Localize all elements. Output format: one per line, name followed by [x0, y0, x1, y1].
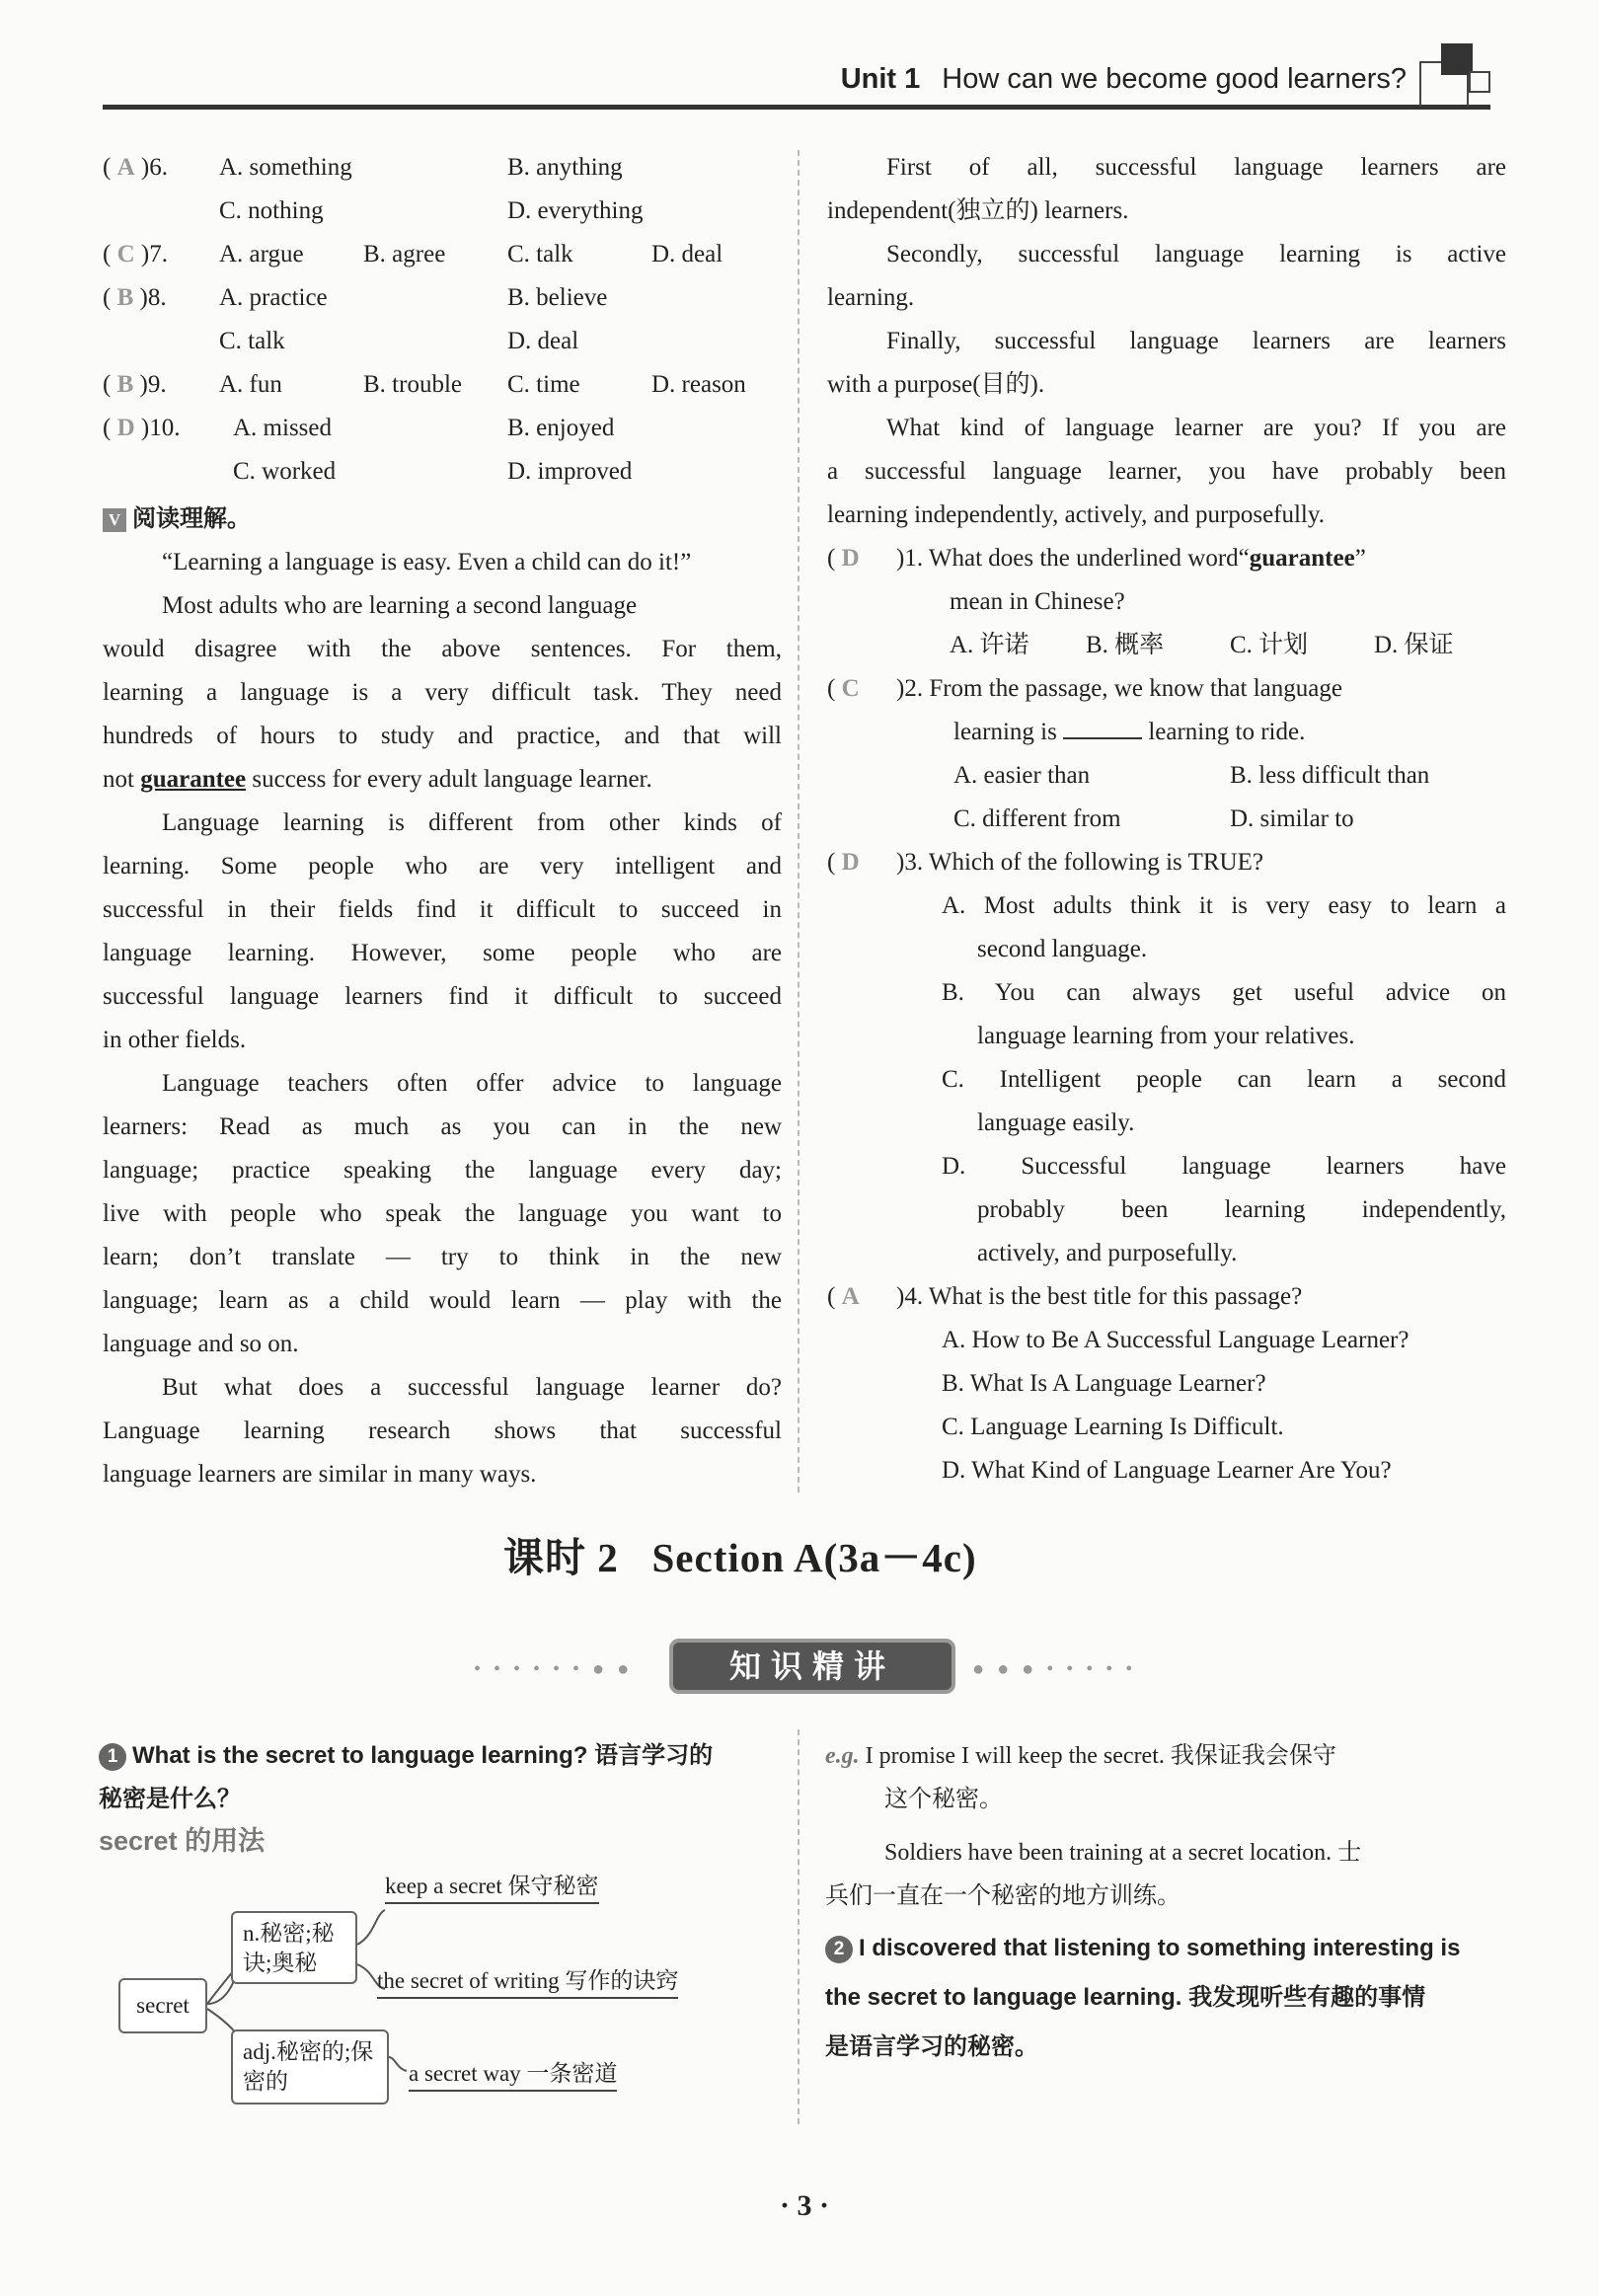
question-2-options-2	[827, 798, 1508, 841]
cloze-item-7	[103, 233, 784, 276]
example-translation: 兵们一直在一个秘密的地方训练。	[825, 1883, 1180, 1909]
banner-dots-left: • • • • • • ● ●	[474, 1658, 634, 1680]
secret-mindmap	[99, 1856, 780, 2112]
passage-line: learning. Some people who are very intelligent and	[103, 853, 782, 880]
answer: D	[841, 545, 860, 572]
knowledge-point-1	[99, 1734, 780, 1863]
option: B. 概率	[1086, 632, 1165, 658]
answer-blank	[1063, 716, 1142, 739]
passage-line: language and so on.	[103, 1331, 299, 1357]
passage-line: live with people who speak the language you want to	[103, 1200, 782, 1227]
passage-line: would disagree with the above sentences. For them,	[103, 636, 782, 662]
option: B. believe	[507, 284, 608, 311]
reading-passage-right	[827, 146, 1506, 537]
question-2: ( C )2. From the passage, we know that language	[827, 667, 1508, 711]
unit-title: How can we become good learners?	[942, 63, 1407, 95]
example-translation: 这个秘密。	[884, 1787, 1003, 1812]
cloze-item-6	[103, 146, 784, 190]
option: A. something	[219, 154, 352, 181]
section-banner	[415, 1639, 1184, 1698]
cloze-item-10-cont	[103, 450, 784, 494]
option: A. easier than	[953, 762, 1091, 789]
reading-section-title: V 阅读理解。	[103, 497, 251, 541]
question-stem: )3. Which of the following is TRUE?	[896, 849, 1263, 876]
option: D. everything	[507, 197, 644, 224]
option: A. fun	[219, 371, 282, 398]
page-number: · 3 ·	[780, 2189, 830, 2222]
cloze-item-10	[103, 407, 784, 450]
passage-line: Language teachers often offer advice to language	[162, 1070, 782, 1097]
question-3-options: A. Most adults think it is very easy to learn a second language. B. You can always get useful advice on language learning from your relatives. C. Intelligent people can learn a second language easily. D. Successful language learners have probably been learning independently, actively, and purposefully.	[942, 884, 1506, 1275]
answer: A	[841, 1283, 860, 1310]
option: A. practice	[219, 284, 328, 311]
passage-line: not guarantee success for every adult language learner.	[103, 766, 652, 793]
passage-line: First of all, successful language learners are	[886, 154, 1506, 181]
answer-paren: ( C )7.	[103, 241, 168, 268]
mindmap-example: a secret way 一条密道	[409, 2055, 617, 2092]
passage-line: independent(独立的) learners.	[827, 197, 1129, 224]
question-stem: mean in Chinese?	[950, 588, 1125, 615]
example-1: e.g. I promise I will keep the secret. 我保证我会保守	[825, 1743, 1336, 1769]
column-divider-lower	[798, 1729, 800, 2124]
banner-dots-right: ● ● ● • • • • •	[972, 1658, 1137, 1680]
option: C. talk	[507, 241, 573, 268]
option: D. improved	[507, 458, 633, 485]
option: C. different from	[953, 805, 1121, 832]
passage-line: Most adults who are learning a second language	[162, 592, 638, 619]
header-deco-small-square	[1469, 71, 1490, 93]
passage-line: language; learn as a child would learn — play with the	[103, 1287, 782, 1314]
option: B. enjoyed	[507, 415, 615, 441]
answer-paren: ( D )10.	[103, 415, 181, 441]
passage-line: language; practice speaking the language every day;	[103, 1157, 782, 1184]
mindmap-noun: n.秘密;秘诀;奥秘	[231, 1911, 357, 1984]
option: C. nothing	[219, 197, 324, 224]
passage-line: a successful language learner, you have probably been	[827, 458, 1506, 485]
page-header	[99, 61, 1490, 109]
passage-line: learn; don’t translate — try to think in the new	[103, 1244, 782, 1270]
reading-questions	[827, 537, 1508, 1492]
point-number: 1	[99, 1743, 126, 1771]
option: D. similar to	[1230, 805, 1354, 832]
question-4: ( A )4. What is the best title for this passage?	[827, 1275, 1508, 1319]
option: B. You can always get useful advice on	[942, 979, 1506, 1006]
question-stem: )4. What is the best title for this passage?	[896, 1283, 1303, 1310]
example-2: Soldiers have been training at a secret location. 士	[884, 1840, 1362, 1866]
passage-line: in other fields.	[103, 1027, 247, 1053]
column-divider	[798, 150, 800, 1492]
option: B. less difficult than	[1230, 762, 1430, 789]
question-stem: learning is learning to ride.	[953, 711, 1305, 754]
option: C. Language Learning Is Difficult.	[942, 1414, 1284, 1440]
passage-line: learners: Read as much as you can in the new	[103, 1113, 782, 1140]
reading-passage-left	[103, 541, 782, 1496]
option: A. How to Be A Successful Language Learner?	[942, 1327, 1409, 1353]
option: B. trouble	[363, 371, 462, 398]
option: B. anything	[507, 154, 623, 181]
passage-line: Language learning is different from other kinds of	[162, 809, 782, 836]
passage-line: Secondly, successful language learning is active	[886, 241, 1506, 268]
passage-line: with a purpose(目的).	[827, 371, 1045, 398]
passage-line: But what does a successful language learner do?	[162, 1374, 782, 1401]
option: A. Most adults think it is very easy to learn a	[942, 892, 1506, 919]
passage-line: language learning. However, some people who are	[103, 940, 782, 966]
usage-title: secret 的用法	[99, 1826, 266, 1856]
header-rule	[103, 105, 1490, 110]
passage-line: What kind of language learner are you? If you are	[886, 415, 1506, 441]
mindmap-root: secret	[118, 1978, 207, 2033]
mindmap-adj: adj.秘密的;保密的	[231, 2029, 389, 2105]
cloze-item-9	[103, 363, 784, 407]
passage-line: language learners are similar in many ways.	[103, 1461, 537, 1488]
answer-paren: ( A )6.	[103, 154, 168, 181]
option: D. 保证	[1374, 632, 1454, 658]
option: D. reason	[651, 371, 746, 398]
question-1-options	[827, 624, 1508, 667]
knowledge-examples	[825, 1734, 1506, 2072]
option: C. time	[507, 371, 580, 398]
option: A. missed	[233, 415, 332, 441]
cloze-item-8-cont	[103, 320, 784, 363]
option: A. argue	[219, 241, 304, 268]
passage-line: Language learning research shows that successful	[103, 1417, 782, 1444]
option: C. worked	[233, 458, 337, 485]
question-1: ( D )1. What does the underlined word“guarantee”	[827, 537, 1508, 580]
unit-label: Unit 1	[840, 63, 921, 95]
point-sentence: the secret to language learning. 我发现听些有趣的事情	[825, 1984, 1426, 2011]
point-translation: 秘密是什么？	[99, 1786, 241, 1812]
option: C. talk	[219, 328, 285, 354]
answer-paren: ( B )8.	[103, 284, 167, 311]
question-stem: )1. What does the underlined word“guarantee”	[896, 545, 1366, 572]
option: B. agree	[363, 241, 446, 268]
question-3: ( D )3. Which of the following is TRUE?	[827, 841, 1508, 884]
point-translation: 是语言学习的秘密。	[825, 2033, 1038, 2060]
lesson-title: 课时 2 Section A(3a－4c)	[503, 1535, 977, 1580]
passage-line: successful in their fields find it difficult to succeed in	[103, 896, 782, 923]
option: D. Successful language learners have	[942, 1153, 1506, 1180]
question-2-options	[827, 754, 1508, 798]
passage-line: “Learning a language is easy. Even a child can do it!”	[162, 549, 692, 575]
cloze-item-8	[103, 276, 784, 320]
option: D. deal	[651, 241, 723, 268]
option: C. Intelligent people can learn a second	[942, 1066, 1506, 1093]
option: B. What Is A Language Learner?	[942, 1370, 1266, 1397]
passage-line: hundreds of hours to study and practice, and that will	[103, 723, 782, 749]
option: A. 许诺	[950, 632, 1029, 658]
mindmap-example: the secret of writing 写作的诀窍	[377, 1962, 678, 1999]
question-stem: )2. From the passage, we know that language	[896, 675, 1342, 702]
passage-line: successful language learners find it difficult to succeed	[103, 983, 782, 1010]
mindmap-example: keep a secret 保守秘密	[385, 1868, 599, 1904]
cloze-block	[103, 146, 784, 494]
passage-line: learning a language is a very difficult task. They need	[103, 679, 782, 706]
section-badge: V	[103, 508, 126, 532]
cloze-item-6-cont	[103, 190, 784, 233]
answer: C	[841, 675, 860, 702]
option: D. What Kind of Language Learner Are You?	[942, 1457, 1392, 1484]
passage-line: Finally, successful language learners are learners	[886, 328, 1506, 354]
underlined-word: guarantee	[140, 766, 247, 793]
banner-label: 知识精讲	[669, 1639, 955, 1694]
option: D. deal	[507, 328, 579, 354]
answer-paren: ( B )9.	[103, 371, 167, 398]
point-number: 2	[825, 1936, 853, 1963]
passage-line: learning.	[827, 284, 915, 311]
passage-line: learning independently, actively, and purposefully.	[827, 501, 1326, 528]
point-sentence: What is the secret to language learning? 语言学习的	[132, 1742, 714, 1769]
option: C. 计划	[1230, 632, 1309, 658]
header-title	[841, 63, 1407, 96]
answer: D	[841, 849, 860, 876]
knowledge-point-2: 2 I discovered that listening to something interesting is	[825, 1924, 1506, 1973]
